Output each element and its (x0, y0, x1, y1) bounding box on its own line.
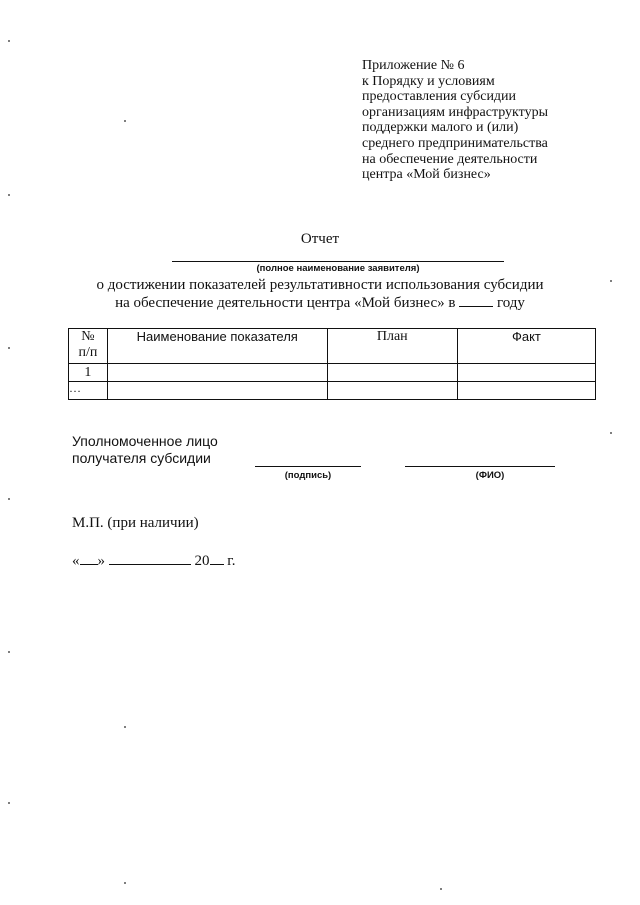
day-blank (80, 552, 98, 565)
header-number-line2: п/п (78, 345, 98, 360)
appendix-line: к Порядку и условиям (362, 73, 495, 89)
signature-caption: (подпись) (284, 470, 332, 481)
authorized-line-1: Уполномоченное лицо (72, 433, 218, 449)
full-name-caption: (ФИО) (475, 470, 505, 481)
row-fact (457, 364, 595, 382)
scan-speck (8, 40, 10, 42)
table-row (69, 382, 596, 400)
row-indicator-name (107, 364, 327, 382)
year-prefix: 20 (194, 553, 210, 569)
report-title: Отчет (300, 231, 340, 247)
year-blank-short (210, 552, 224, 565)
table-header-row (69, 329, 596, 364)
row-plan (327, 382, 457, 400)
header-plan: План (327, 329, 457, 364)
scan-speck (124, 726, 126, 728)
date-open-quote: « (72, 553, 80, 569)
authorized-person-label (72, 433, 218, 467)
scan-speck (124, 120, 126, 122)
row-indicator-name (107, 382, 327, 400)
signature-line (255, 466, 361, 467)
scan-speck (8, 347, 10, 349)
appendix-header (362, 58, 602, 183)
appendix-line: среднего предпринимательства (362, 135, 548, 151)
stamp-place: М.П. (при наличии) (72, 515, 199, 531)
subtitle-line-2 (0, 294, 640, 312)
scan-speck (8, 194, 10, 196)
header-number-line1: № (81, 329, 95, 344)
row-number: 1 (69, 364, 108, 382)
appendix-line: Приложение № 6 (362, 58, 465, 73)
subtitle-line-2-suffix: году (496, 295, 525, 311)
header-indicator-name: Наименование показателя (107, 329, 327, 364)
appendix-line: на обеспечение деятельности (362, 151, 538, 167)
appendix-line: организациям инфраструктуры (362, 104, 549, 120)
table-row (69, 364, 596, 382)
appendix-line: предоставления субсидии (362, 89, 517, 105)
appendix-line: поддержки малого и (или) (362, 120, 519, 136)
indicators-table (68, 328, 596, 400)
row-number: … (69, 382, 108, 400)
scan-speck (610, 432, 612, 434)
applicant-name-line (172, 261, 504, 262)
subtitle-line-2-prefix: на обеспечение деятельности центра «Мой бизнес» в (115, 295, 456, 311)
appendix-line: центра «Мой бизнес» (362, 167, 491, 183)
month-blank (109, 552, 191, 565)
date-close-quote: » (97, 553, 105, 569)
subtitle-line-1: о достижении показателей результативности использования субсидии (96, 277, 544, 293)
scan-speck (8, 651, 10, 653)
authorized-line-2: получателя субсидии (72, 450, 211, 466)
date-line (72, 552, 235, 570)
year-suffix: г. (227, 553, 236, 569)
header-number (69, 329, 108, 364)
scan-speck (8, 498, 10, 500)
report-subtitle (0, 277, 640, 312)
row-plan (327, 364, 457, 382)
header-fact: Факт (457, 329, 595, 364)
row-fact (457, 382, 595, 400)
year-blank (459, 294, 493, 307)
scan-speck (440, 888, 442, 890)
full-name-line (405, 466, 555, 467)
scan-speck (610, 280, 612, 282)
scan-speck (8, 802, 10, 804)
applicant-caption: (полное наименование заявителя) (256, 263, 420, 274)
scan-speck (124, 882, 126, 884)
